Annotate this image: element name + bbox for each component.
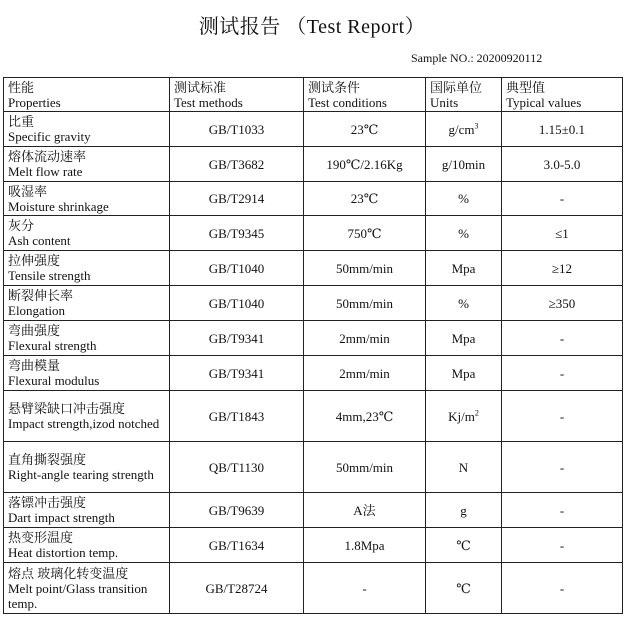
table-row: [4, 182, 623, 216]
property-cell: [4, 356, 170, 391]
table-row: [4, 493, 623, 528]
method-cell: GB/T2914: [170, 182, 304, 216]
condition-cell: 23℃: [304, 112, 426, 147]
unit-text: Mpa: [451, 260, 476, 276]
typical-value-cell: -: [502, 563, 623, 614]
condition-cell: 2mm/min: [304, 321, 426, 356]
condition-cell: 50mm/min: [304, 286, 426, 321]
unit-text: N: [458, 459, 469, 475]
condition-cell: 190℃/2.16Kg: [304, 147, 426, 182]
unit-cell: [426, 147, 502, 182]
condition-cell: 1.8Mpa: [304, 528, 426, 563]
method-cell: GB/T1843: [170, 391, 304, 442]
property-zh: 熔点 玻璃化转变温度: [8, 565, 129, 581]
table-row: [4, 112, 623, 147]
method-cell: GB/T1033: [170, 112, 304, 147]
property-zh: 落镖冲击强度: [8, 495, 87, 510]
property-en: Right-angle tearing strength: [8, 467, 154, 482]
unit-cell: [426, 286, 502, 321]
table-body: [4, 78, 623, 614]
condition-cell: 4mm,23℃: [304, 391, 426, 442]
property-cell: [4, 528, 170, 563]
table-row: [4, 528, 623, 563]
property-cell: [4, 321, 170, 356]
unit-text: Mpa: [451, 365, 476, 381]
sample-label: Sample NO.:: [411, 51, 474, 65]
table-row: [4, 356, 623, 391]
unit-text: Kj/m: [448, 408, 475, 424]
property-cell: [4, 442, 170, 493]
method-cell: GB/T1040: [170, 286, 304, 321]
typical-value-cell: -: [502, 356, 623, 391]
property-cell: [4, 563, 170, 614]
typical-value-cell: ≥12: [502, 251, 623, 286]
property-zh: 热变形温度: [8, 530, 74, 545]
property-en: Flexural modulus: [8, 373, 100, 388]
typical-value-cell: 3.0-5.0: [502, 147, 623, 182]
unit-cell: [426, 112, 502, 147]
unit-text: %: [458, 295, 469, 311]
typical-value-cell: -: [502, 493, 623, 528]
typical-value-cell: -: [502, 391, 623, 442]
unit-cell: [426, 391, 502, 442]
header-typical-values: 典型值 Typical values: [502, 78, 623, 112]
property-zh: 直角撕裂强度: [8, 452, 87, 467]
header-units: 国际单位 Units: [426, 78, 502, 112]
condition-cell: 23℃: [304, 182, 426, 216]
table-row: [4, 442, 623, 493]
property-en: Melt flow rate: [8, 164, 83, 179]
typical-value-cell: -: [502, 321, 623, 356]
method-cell: GB/T28724: [170, 563, 304, 614]
header-test-conditions: 测试条件 Test conditions: [304, 78, 426, 112]
typical-value-cell: -: [502, 528, 623, 563]
method-cell: GB/T9345: [170, 216, 304, 251]
unit-superscript: 3: [474, 121, 479, 131]
property-en: Impact strength,izod notched: [8, 416, 160, 431]
method-cell: GB/T1040: [170, 251, 304, 286]
unit-cell: [426, 321, 502, 356]
header-row: [4, 78, 623, 112]
unit-cell: [426, 356, 502, 391]
property-cell: [4, 182, 170, 216]
property-cell: [4, 391, 170, 442]
table-row: [4, 147, 623, 182]
property-zh: 弯曲模量: [8, 358, 61, 373]
typical-value-cell: ≤1: [502, 216, 623, 251]
condition-cell: -: [304, 563, 426, 614]
table-row: [4, 563, 623, 614]
property-en: Heat distortion temp.: [8, 545, 119, 560]
test-report-table: [3, 77, 623, 614]
condition-cell: 50mm/min: [304, 251, 426, 286]
unit-cell: [426, 182, 502, 216]
property-en: Elongation: [8, 303, 66, 318]
property-zh: 吸湿率: [8, 183, 48, 199]
property-cell: [4, 286, 170, 321]
property-en: Melt point/Glass transition temp.: [8, 580, 148, 611]
property-zh: 灰分: [8, 218, 35, 233]
table-row: [4, 321, 623, 356]
property-en: Flexural strength: [8, 338, 97, 353]
method-cell: GB/T3682: [170, 147, 304, 182]
property-zh: 断裂伸长率: [8, 288, 74, 303]
unit-text: g/cm: [448, 121, 475, 137]
property-en: Ash content: [8, 233, 71, 248]
property-en: Specific gravity: [8, 129, 91, 144]
table-row: [4, 251, 623, 286]
condition-cell: A法: [304, 493, 426, 528]
property-cell: [4, 112, 170, 147]
unit-text: ℃: [456, 580, 471, 596]
typical-value-cell: ≥350: [502, 286, 623, 321]
property-en: Moisture shrinkage: [8, 198, 109, 214]
property-zh: 拉伸强度: [8, 253, 61, 268]
unit-cell: [426, 563, 502, 614]
unit-cell: [426, 493, 502, 528]
unit-text: g/10min: [441, 156, 486, 172]
sample-value: 20200920112: [476, 51, 543, 65]
property-cell: [4, 147, 170, 182]
property-cell: [4, 251, 170, 286]
property-zh: 悬臂梁缺口冲击强度: [8, 401, 126, 416]
unit-cell: [426, 442, 502, 493]
sample-number: [411, 51, 542, 66]
unit-cell: [426, 528, 502, 563]
unit-cell: [426, 216, 502, 251]
property-cell: [4, 216, 170, 251]
typical-value-cell: 1.15±0.1: [502, 112, 623, 147]
table-row: [4, 286, 623, 321]
property-en: Dart impact strength: [8, 510, 115, 525]
method-cell: GB/T1634: [170, 528, 304, 563]
condition-cell: 750℃: [304, 216, 426, 251]
unit-text: %: [458, 225, 469, 241]
unit-cell: [426, 251, 502, 286]
condition-cell: 50mm/min: [304, 442, 426, 493]
condition-cell: 2mm/min: [304, 356, 426, 391]
property-en: Tensile strength: [8, 268, 91, 283]
unit-text: g: [460, 502, 467, 518]
typical-value-cell: -: [502, 442, 623, 493]
header-test-methods: 测试标准 Test methods: [170, 78, 304, 112]
unit-text: ℃: [456, 537, 471, 553]
method-cell: GB/T9639: [170, 493, 304, 528]
property-zh: 比重: [8, 114, 35, 129]
method-cell: QB/T1130: [170, 442, 304, 493]
unit-text: Mpa: [451, 330, 476, 346]
method-cell: GB/T9341: [170, 356, 304, 391]
typical-value-cell: -: [502, 182, 623, 216]
property-zh: 熔体流动速率: [8, 149, 87, 164]
property-cell: [4, 493, 170, 528]
unit-text: %: [458, 191, 469, 206]
unit-superscript: 2: [474, 408, 479, 418]
table-row: [4, 391, 623, 442]
method-cell: GB/T9341: [170, 321, 304, 356]
header-properties: 性能 Properties: [4, 78, 170, 112]
report-title: 测试报告 （Test Report）: [198, 16, 426, 38]
table-row: [4, 216, 623, 251]
property-zh: 弯曲强度: [8, 323, 61, 338]
